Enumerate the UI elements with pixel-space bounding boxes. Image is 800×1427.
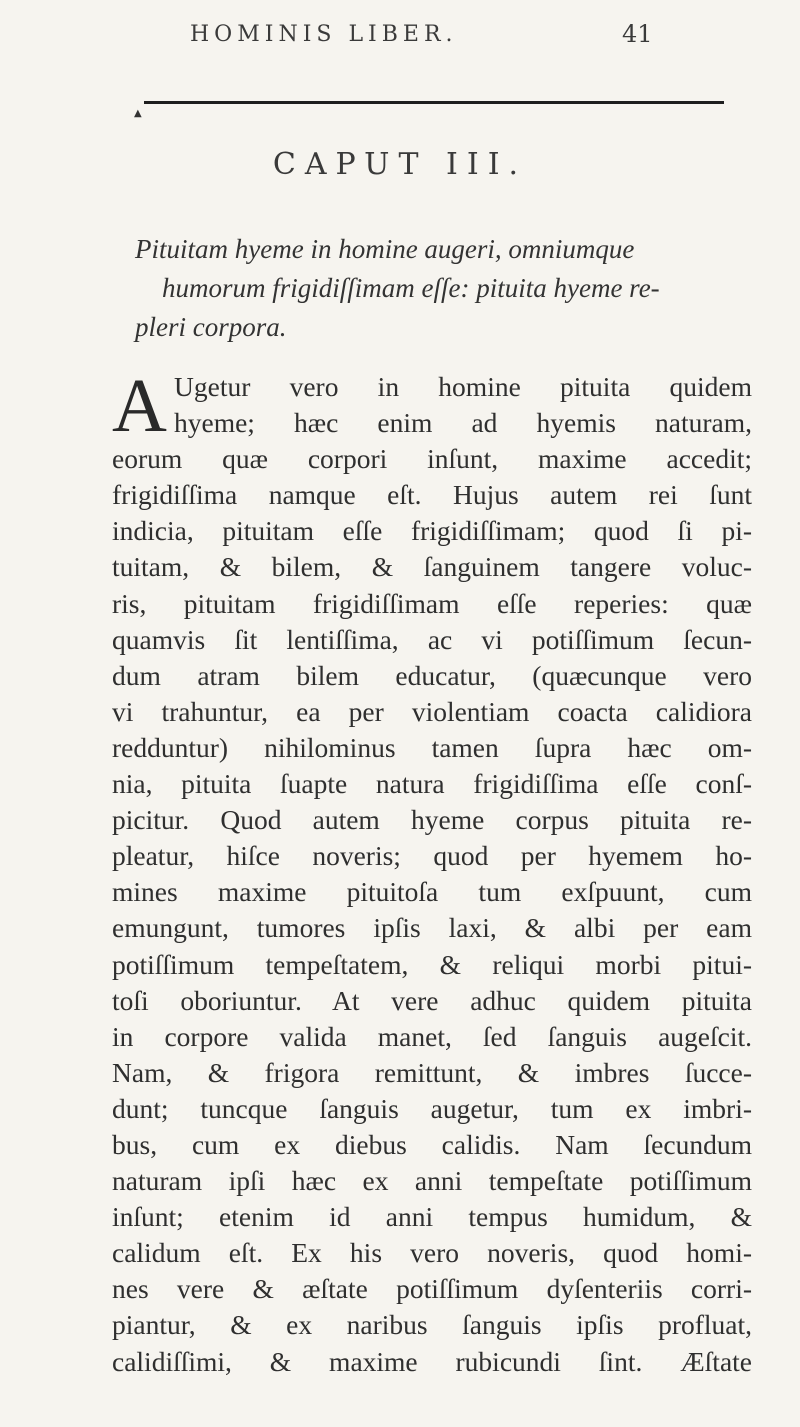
body-line: redduntur) nihilominus tamen ſupra hæc om- [112, 731, 752, 763]
body-line: pleatur, hiſce noveris; quod per hyemem ho- [112, 840, 752, 872]
body-line: indicia, pituitam eſſe frigidiſſimam; quod ſi pi- [112, 515, 752, 547]
body-line: bus, cum ex diebus calidis. Nam ſecundum [112, 1128, 752, 1160]
chapter-summary [135, 230, 735, 347]
body-line: Nam, & frigora remittunt, & imbres ſucce- [112, 1056, 752, 1088]
body-line: dum atram bilem educatur, (quæcunque vero [112, 659, 752, 691]
body-text [112, 364, 752, 1380]
summary-line: pleri corpora. [135, 312, 287, 342]
body-line: dunt; tuncque ſanguis augetur, tum ex imbri- [112, 1092, 752, 1124]
page-number: 41 [622, 20, 653, 48]
body-line: nia, pituita ſuapte natura frigidiſſima eſſe conſ- [112, 768, 752, 800]
body-line: picitur. Quod autem hyeme corpus pituita re- [112, 804, 752, 836]
body-line: Ugetur vero in homine pituita quidem [174, 371, 752, 402]
body-line: calidum eſt. Ex his vero noveris, quod homi- [112, 1237, 752, 1269]
body-line: inſunt; etenim id anni tempus humidum, & [112, 1201, 752, 1233]
summary-line: humorum frigidiſſimam eſſe: pituita hyeme re- [162, 273, 660, 303]
body-line: eorum quæ corpori inſunt, maxime accedit; [112, 443, 752, 475]
body-line: ris, pituitam frigidiſſimam eſſe reperies: quæ [112, 587, 752, 619]
drop-cap: A [112, 364, 167, 448]
body-line: mines maxime pituitoſa tum exſpuunt, cum [112, 876, 752, 908]
body-line: hyeme; hæc enim ad hyemis naturam, [174, 407, 752, 439]
body-line: tuitam, & bilem, & ſanguinem tangere voluc- [112, 551, 752, 583]
summary-line: Pituitam hyeme in homine augeri, omniumque [135, 234, 635, 264]
chapter-title: CAPUT III. [272, 147, 528, 182]
body-line: quamvis ſit lentiſſima, ac vi potiſſimum ſecun- [112, 623, 752, 655]
header-rule [144, 101, 724, 104]
body-line: emungunt, tumores ipſis laxi, & albi per eam [112, 912, 752, 944]
body-line: piantur, & ex naribus ſanguis ipſis profluat, [112, 1309, 752, 1341]
body-line: vi trahuntur, ea per violentiam coacta calidiora [112, 695, 752, 727]
body-line: in corpore valida manet, ſed ſanguis augeſcit. [112, 1020, 752, 1052]
body-line: frigidiſſima namque eſt. Hujus autem rei ſunt [112, 479, 752, 511]
rule-ornament-icon: ▲ [134, 108, 142, 119]
body-line: calidiſſimi, & maxime rubicundi ſint. Æſtate [112, 1345, 752, 1377]
running-head: HOMINIS LIBER. [190, 22, 458, 47]
body-line: nes vere & æſtate potiſſimum dyſenteriis corri- [112, 1273, 752, 1305]
body-line: toſi oboriuntur. At vere adhuc quidem pituita [112, 984, 752, 1016]
body-line: naturam ipſi hæc ex anni tempeſtate potiſſimum [112, 1165, 752, 1197]
body-line: potiſſimum tempeſtatem, & reliqui morbi pitui- [112, 948, 752, 980]
